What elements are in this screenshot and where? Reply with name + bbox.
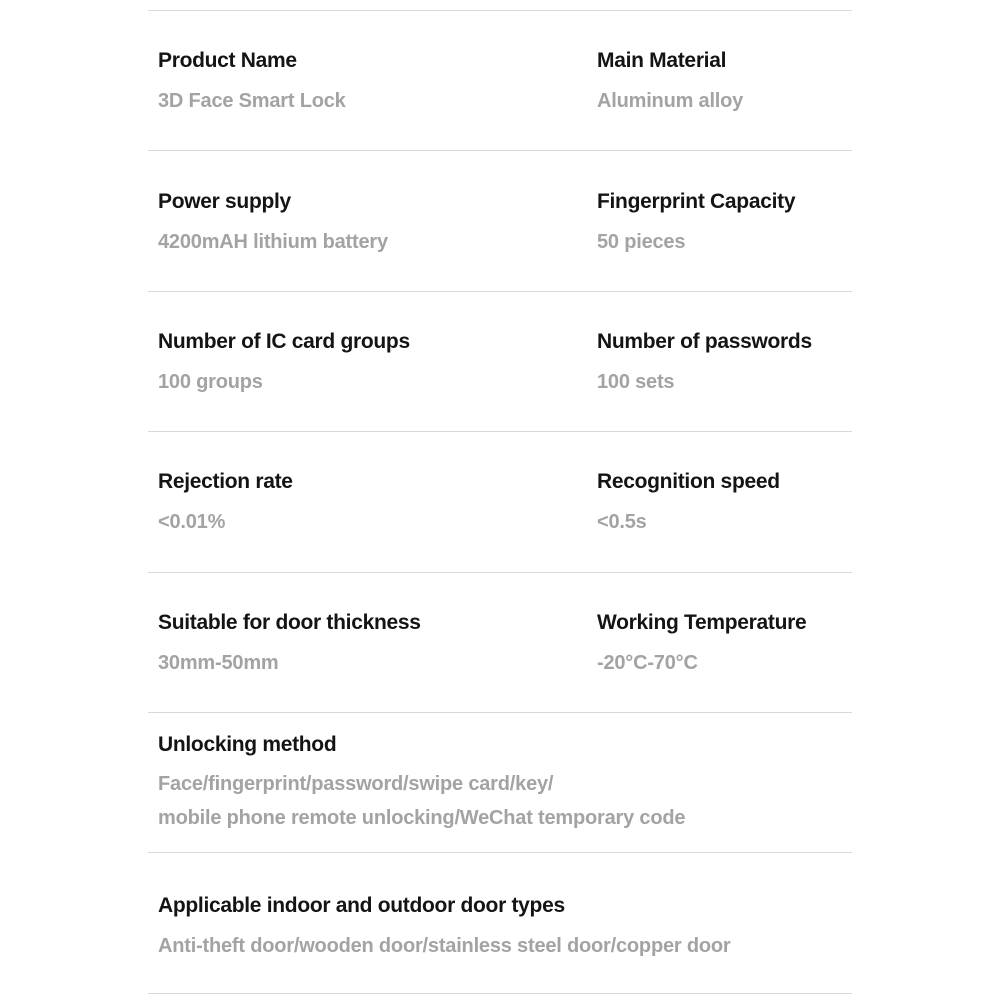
spec-label-door-types: Applicable indoor and outdoor door types [158, 893, 565, 917]
spec-cell [148, 50, 587, 111]
spec-row-power-fingerprint [148, 151, 852, 291]
spec-row-rejection-recognition [148, 432, 852, 572]
spec-label-door-thickness: Suitable for door thickness [158, 610, 421, 634]
spec-label-passwords: Number of passwords [597, 329, 812, 353]
spec-cell [587, 191, 852, 252]
spec-label-main-material: Main Material [597, 49, 727, 73]
spec-row-unlocking-method [148, 713, 852, 853]
spec-cell [587, 50, 852, 111]
spec-label-power-supply: Power supply [158, 189, 291, 213]
spec-label-recognition-speed: Recognition speed [597, 470, 780, 494]
spec-cell [148, 331, 587, 392]
spec-label-rejection-rate: Rejection rate [158, 470, 293, 494]
spec-value-power-supply: 4200mAH lithium battery [158, 230, 388, 253]
spec-value-main-material: Aluminum alloy [597, 90, 744, 113]
spec-label-product-name: Product Name [158, 49, 297, 73]
spec-cell [587, 331, 852, 392]
spec-value-working-temperature: -20°C-70°C [597, 651, 698, 674]
spec-row-door-types [148, 853, 852, 993]
spec-value-line: mobile phone remote unlocking/WeChat temporary code [158, 807, 686, 830]
spec-row-product-name-material [148, 11, 852, 151]
spec-value-ic-card-groups: 100 groups [158, 370, 263, 393]
spec-label-ic-card-groups: Number of IC card groups [158, 329, 410, 353]
spec-value-door-types: Anti-theft door/wooden door/stainless steel door/copper door [158, 934, 731, 957]
spec-value-fingerprint-capacity: 50 pieces [597, 230, 686, 253]
spec-value-line: Face/fingerprint/password/swipe card/key/ [158, 773, 554, 796]
spec-value-unlocking-method [158, 767, 842, 835]
spec-row-iccard-passwords [148, 292, 852, 432]
spec-cell [587, 612, 852, 673]
spec-value-rejection-rate: <0.01% [158, 511, 226, 534]
spec-cell [148, 471, 587, 532]
spec-row-thickness-temperature [148, 573, 852, 713]
spec-cell [148, 191, 587, 252]
product-spec-table [148, 10, 852, 994]
spec-value-recognition-speed: <0.5s [597, 511, 647, 534]
spec-value-product-name: 3D Face Smart Lock [158, 90, 346, 113]
spec-cell [148, 612, 587, 673]
spec-value-door-thickness: 30mm-50mm [158, 651, 279, 674]
spec-value-passwords: 100 sets [597, 370, 675, 393]
spec-cell [587, 471, 852, 532]
spec-label-unlocking-method: Unlocking method [158, 733, 337, 757]
spec-label-working-temperature: Working Temperature [597, 610, 807, 634]
spec-label-fingerprint-capacity: Fingerprint Capacity [597, 189, 796, 213]
